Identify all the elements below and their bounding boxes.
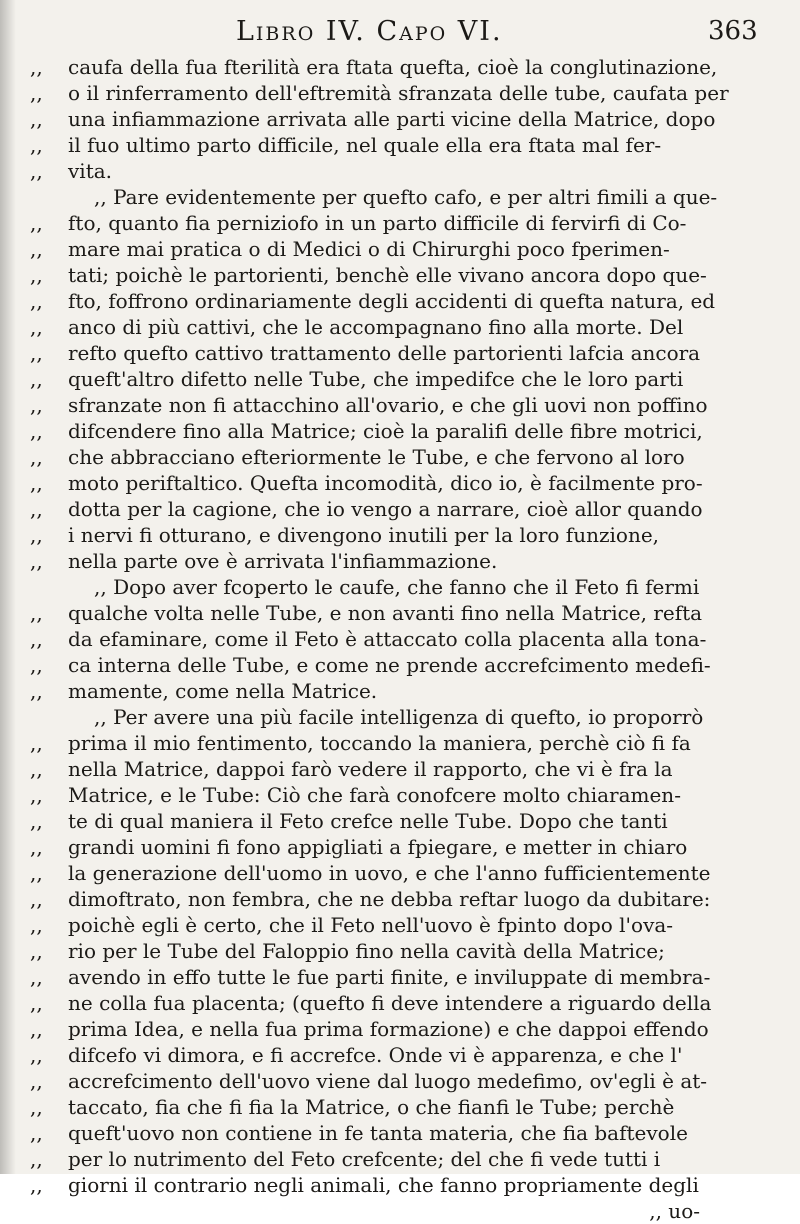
quote-mark: ,, (30, 861, 43, 885)
quote-mark: ,, (30, 549, 43, 573)
line-text: accrefcimento dell'uovo viene dal luogo medefimo, ov'egli è at- (68, 1069, 708, 1093)
text-line (30, 392, 780, 418)
quote-mark: ,, (30, 315, 43, 339)
text-line (30, 834, 780, 860)
line-text: sfranzate non fi attacchino all'ovario, e che gli uovi non poffino (68, 393, 708, 417)
line-text: prima Idea, e nella fua prima formazione) e che dappoi effendo (68, 1017, 709, 1041)
quote-mark: ,, (30, 289, 43, 313)
text-line (30, 80, 780, 106)
line-text: nella Matrice, dappoi farò vedere il rapporto, che vi è fra la (68, 757, 673, 781)
quote-mark: ,, (30, 783, 43, 807)
quote-mark: ,, (30, 679, 43, 703)
line-text: i nervi fi otturano, e divengono inutili per la loro funzione, (68, 523, 660, 547)
line-text: moto periftaltico. Quefta incomodità, dico io, è facilmente pro- (68, 471, 703, 495)
quote-mark: ,, (30, 809, 43, 833)
line-text: vita. (68, 159, 113, 183)
quote-mark: ,, (30, 1173, 43, 1197)
text-line (30, 756, 780, 782)
quote-mark: ,, (30, 133, 43, 157)
line-text: ca interna delle Tube, e come ne prende accrefcimento medefi- (68, 653, 711, 677)
quote-mark: ,, (30, 887, 43, 911)
text-line (30, 210, 780, 236)
quote-mark: ,, (30, 159, 43, 183)
quote-mark: ,, (30, 523, 43, 547)
quote-mark: ,, (30, 627, 43, 651)
text-line (30, 236, 780, 262)
quote-mark: ,, (30, 965, 43, 989)
quote-mark: ,, (30, 835, 43, 859)
line-text: taccato, fia che fi fia la Matrice, o che fianfi le Tube; perchè (68, 1095, 675, 1119)
line-text: mare mai pratica o di Medici o di Chirurghi poco fperimen- (68, 237, 670, 261)
quote-mark: ,, (30, 913, 43, 937)
line-text: qualche volta nelle Tube, e non avanti fino nella Matrice, refta (68, 601, 703, 625)
quote-mark: ,, (30, 471, 43, 495)
quote-mark: ,, (30, 1017, 43, 1041)
quote-mark: ,, (30, 1069, 43, 1093)
quote-mark: ,, (30, 497, 43, 521)
text-line (30, 548, 780, 574)
text-line (30, 574, 780, 600)
line-text: dimoftrato, non fembra, che ne debba reftar luogo da dubitare: (68, 887, 711, 911)
line-text: te di qual maniera il Feto crefce nelle Tube. Dopo che tanti (68, 809, 668, 833)
quote-mark: ,, (30, 757, 43, 781)
text-line (30, 886, 780, 912)
line-text: per lo nutrimento del Feto crefcente; del che fi vede tutti i (68, 1147, 661, 1171)
text-line (30, 1094, 780, 1120)
text-line (30, 730, 780, 756)
line-text: ,, Pare evidentemente per quefto cafo, e per altri fimili a que- (94, 185, 718, 209)
line-text: il fuo ultimo parto difficile, nel quale ella era ftata mal fer- (68, 133, 662, 157)
text-line (30, 496, 780, 522)
quote-mark: ,, (30, 991, 43, 1015)
quote-mark: ,, (30, 939, 43, 963)
text-line (30, 54, 780, 80)
text-line (30, 288, 780, 314)
text-line (30, 132, 780, 158)
quote-mark: ,, (30, 341, 43, 365)
text-line (30, 782, 780, 808)
quote-mark: ,, (30, 367, 43, 391)
text-line (30, 1172, 780, 1198)
quote-mark: ,, (30, 653, 43, 677)
text-line (30, 366, 780, 392)
line-text: rio per le Tube del Faloppio fino nella cavità della Matrice; (68, 939, 665, 963)
quote-mark: ,, (30, 55, 43, 79)
line-text: una infiammazione arrivata alle parti vicine della Matrice, dopo (68, 107, 716, 131)
line-text: avendo in effo tutte le fue parti finite, e inviluppate di membra- (68, 965, 711, 989)
text-line (30, 652, 780, 678)
text-line (30, 626, 780, 652)
line-text: la generazione dell'uomo in uovo, e che l'anno fufficientemente (68, 861, 711, 885)
line-text: fto, foffrono ordinariamente degli accidenti di quefta natura, ed (68, 289, 716, 313)
text-line (30, 704, 780, 730)
line-text: fto, quanto fia perniziofo in un parto difficile di fervirfi di Co- (68, 211, 687, 235)
text-line (30, 340, 780, 366)
line-text: prima il mio fentimento, toccando la maniera, perchè ciò fi fa (68, 731, 691, 755)
quote-mark: ,, (30, 263, 43, 287)
quote-mark: ,, (30, 237, 43, 261)
quote-mark: ,, (30, 445, 43, 469)
text-line (30, 600, 780, 626)
text-line (30, 1146, 780, 1172)
quote-mark: ,, (30, 211, 43, 235)
quote-mark: ,, (30, 81, 43, 105)
quote-mark: ,, (30, 393, 43, 417)
running-head: Libro IV. Capo VI. (236, 16, 503, 47)
line-text: che abbracciano efteriormente le Tube, e che fervono al loro (68, 445, 685, 469)
text-line (30, 158, 780, 184)
text-line (30, 1068, 780, 1094)
quote-mark: ,, (30, 731, 43, 755)
quote-mark: ,, (30, 601, 43, 625)
line-text: da efaminare, come il Feto è attaccato colla placenta alla tona- (68, 627, 707, 651)
text-line (30, 262, 780, 288)
line-text: refto quefto cattivo trattamento delle partorienti lafcia ancora (68, 341, 701, 365)
text-line (30, 314, 780, 340)
quote-mark: ,, (30, 1121, 43, 1145)
line-text: anco di più cattivi, che le accompagnano fino alla morte. Del (68, 315, 684, 339)
text-line (30, 964, 780, 990)
text-line (30, 1120, 780, 1146)
text-line (30, 106, 780, 132)
line-text: queft'uovo non contiene in fe tanta materia, che fia baftevole (68, 1121, 688, 1145)
line-text: mamente, come nella Matrice. (68, 679, 378, 703)
line-text: caufa della fua fterilità era ftata quefta, cioè la conglutinazione, (68, 55, 718, 79)
text-line (30, 990, 780, 1016)
line-text: ,, Per avere una più facile intelligenza di quefto, io proporrò (94, 705, 704, 729)
line-text: Matrice, e le Tube: Ciò che farà conofcere molto chiaramen- (68, 783, 681, 807)
text-line (30, 860, 780, 886)
quote-mark: ,, (30, 419, 43, 443)
body-text (30, 54, 780, 1224)
line-text: dotta per la cagione, che io vengo a narrare, cioè allor quando (68, 497, 703, 521)
line-text: difcefo vi dimora, e fi accrefce. Onde vi è apparenza, e che l' (68, 1043, 683, 1067)
line-text: queft'altro difetto nelle Tube, che impedifce che le loro parti (68, 367, 684, 391)
line-text: tati; poichè le partorienti, benchè elle vivano ancora dopo que- (68, 263, 707, 287)
text-line (30, 1042, 780, 1068)
line-text: difcendere fino alla Matrice; cioè la paralifi delle fibre motrici, (68, 419, 703, 443)
line-text: nella parte ove è arrivata l'infiammazione. (68, 549, 498, 573)
text-line (30, 444, 780, 470)
text-line (30, 938, 780, 964)
quote-mark: ,, (30, 1043, 43, 1067)
line-text: giorni il contrario negli animali, che fanno propriamente degli (68, 1173, 699, 1197)
text-line (30, 808, 780, 834)
text-line (30, 470, 780, 496)
line-text: o il rinferramento dell'eftremità sfranzata delle tube, caufata per (68, 81, 729, 105)
text-line (30, 1016, 780, 1042)
text-line (30, 418, 780, 444)
line-text: poichè egli è certo, che il Feto nell'uovo è fpinto dopo l'ova- (68, 913, 674, 937)
line-text: grandi uomini fi fono appigliati a fpiegare, e metter in chiaro (68, 835, 688, 859)
catchword: ,, uo- (649, 1199, 700, 1223)
text-line (30, 912, 780, 938)
quote-mark: ,, (30, 1147, 43, 1171)
page-number: 363 (708, 16, 758, 46)
text-line (30, 678, 780, 704)
line-text: ne colla fua placenta; (quefto fi deve intendere a riguardo della (68, 991, 712, 1015)
line-text: ,, Dopo aver fcoperto le caufe, che fanno che il Feto fi fermi (94, 575, 700, 599)
quote-mark: ,, (30, 1095, 43, 1119)
text-line (30, 522, 780, 548)
text-line (30, 184, 780, 210)
quote-mark: ,, (30, 107, 43, 131)
